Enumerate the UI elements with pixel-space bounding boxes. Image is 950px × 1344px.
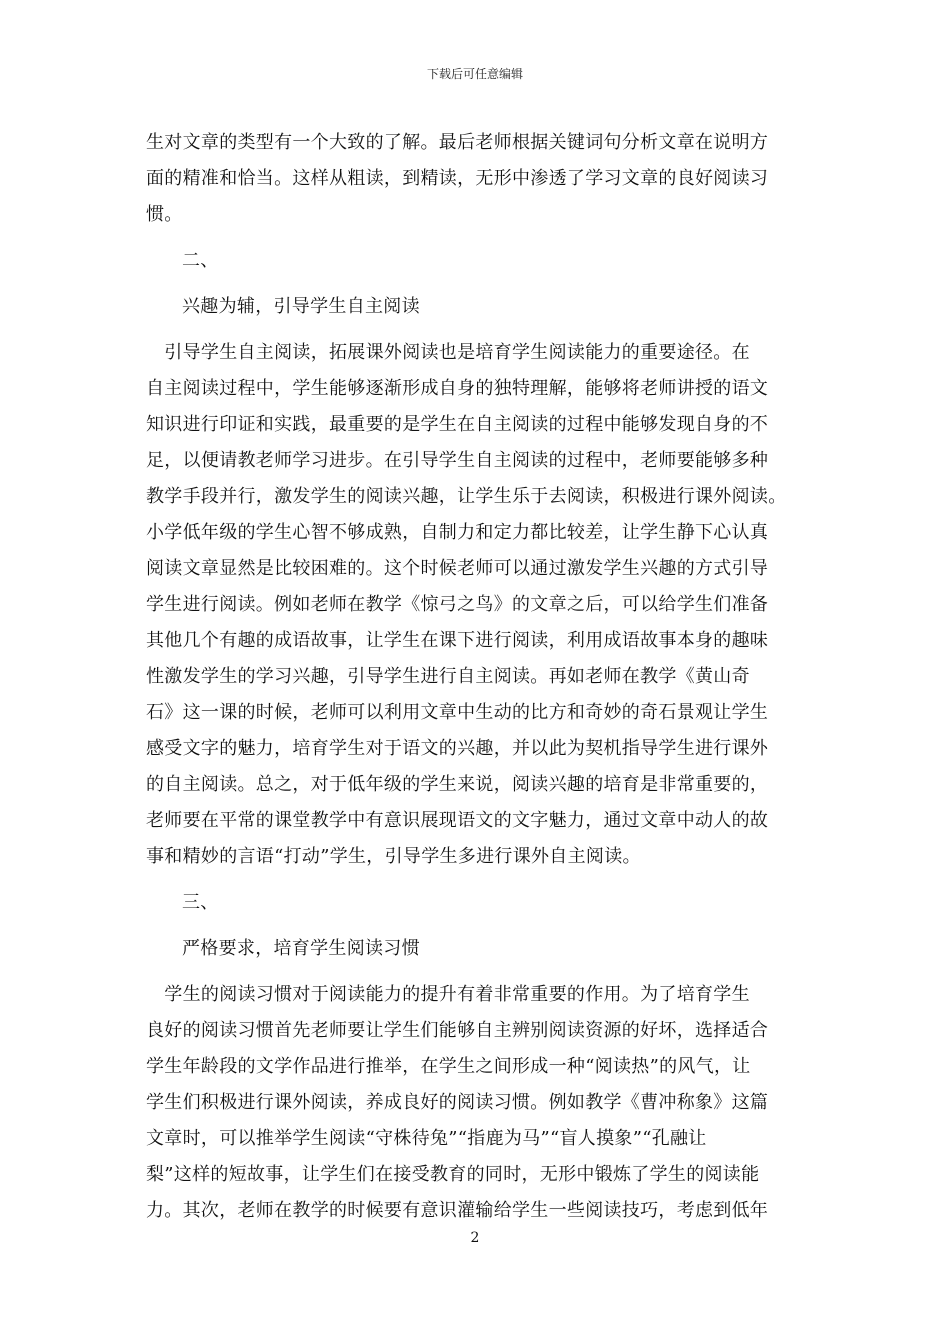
section-heading: 兴趣为辅，引导学生自主阅读 <box>182 296 420 317</box>
text-line: 惯。 <box>146 204 183 225</box>
paragraph-continued <box>146 125 806 233</box>
text-line: 感受文字的魅力，培育学生对于语文的兴趣，并以此为契机指导学生进行课外 <box>146 738 769 759</box>
text-line: 生对文章的类型有一个大致的了解。最后老师根据关键词句分析文章在说明方 <box>146 132 769 153</box>
text-line: 其他几个有趣的成语故事，让学生在课下进行阅读，利用成语故事本身的趣味 <box>146 630 769 651</box>
section-3-number <box>146 885 806 921</box>
section-3-body <box>146 977 806 1229</box>
section-heading: 严格要求，培育学生阅读习惯 <box>182 938 420 959</box>
text-line: 石》这一课的时候，老师可以利用文章中生动的比方和奇妙的奇石景观让学生 <box>146 702 769 723</box>
section-number: 三、 <box>182 892 219 913</box>
text-line: 文章时，可以推举学生阅读“守株待兔”“指鹿为马”“盲人摸象”“孔融让 <box>146 1128 707 1149</box>
text-line: 梨”这样的短故事，让学生们在接受教育的同时，无形中锻炼了学生的阅读能 <box>146 1164 760 1185</box>
section-number: 二、 <box>182 250 219 271</box>
text-line: 学生进行阅读。例如老师在教学《惊弓之鸟》的文章之后，可以给学生们准备 <box>146 594 769 615</box>
page-header: 下载后可任意编辑 <box>426 67 523 81</box>
text-line: 力。其次，老师在教学的时候要有意识灌输给学生一些阅读技巧，考虑到低年 <box>146 1200 769 1221</box>
text-line: 小学低年级的学生心智不够成熟，自制力和定力都比较差，让学生静下心认真 <box>146 522 769 543</box>
text-line: 学生年龄段的文学作品进行推举，在学生之间形成一种“阅读热”的风气，让 <box>146 1056 751 1077</box>
text-line: 足，以便请教老师学习进步。在引导学生自主阅读的过程中，老师要能够多种 <box>146 450 769 471</box>
text-line: 的自主阅读。总之，对于低年级的学生来说，阅读兴趣的培育是非常重要的， <box>146 774 769 795</box>
text-line: 知识进行印证和实践，最重要的是学生在自主阅读的过程中能够发现自身的不 <box>146 414 769 435</box>
text-line: 良好的阅读习惯首先老师要让学生们能够自主辨别阅读资源的好坏，选择适合 <box>146 1020 769 1041</box>
text-line: 教学手段并行，激发学生的阅读兴趣，让学生乐于去阅读，积极进行课外阅读。 <box>146 486 787 507</box>
text-line: 学生的阅读习惯对于阅读能力的提升有着非常重要的作用。为了培育学生 <box>146 984 750 1005</box>
section-2-body <box>146 335 806 875</box>
text-line: 引导学生自主阅读，拓展课外阅读也是培育学生阅读能力的重要途径。在 <box>146 342 750 363</box>
section-2-title <box>146 289 806 325</box>
page-number: 2 <box>470 1230 480 1246</box>
text-line: 老师要在平常的课堂教学中有意识展现语文的文字魅力，通过文章中动人的故 <box>146 810 769 831</box>
text-line: 面的精准和恰当。这样从粗读，到精读，无形中渗透了学习文章的良好阅读习 <box>146 168 769 189</box>
text-line: 阅读文章显然是比较困难的。这个时候老师可以通过激发学生兴趣的方式引导 <box>146 558 769 579</box>
section-3-title <box>146 931 806 967</box>
text-line: 事和精妙的言语“打动”学生，引导学生多进行课外自主阅读。 <box>146 846 641 867</box>
document-body <box>146 125 806 1229</box>
text-line: 自主阅读过程中，学生能够逐渐形成自身的独特理解，能够将老师讲授的语文 <box>146 378 769 399</box>
text-line: 学生们积极进行课外阅读，养成良好的阅读习惯。例如教学《曹冲称象》这篇 <box>146 1092 769 1113</box>
text-line: 性激发学生的学习兴趣，引导学生进行自主阅读。再如老师在教学《黄山奇 <box>146 666 750 687</box>
section-2-number <box>146 243 806 279</box>
